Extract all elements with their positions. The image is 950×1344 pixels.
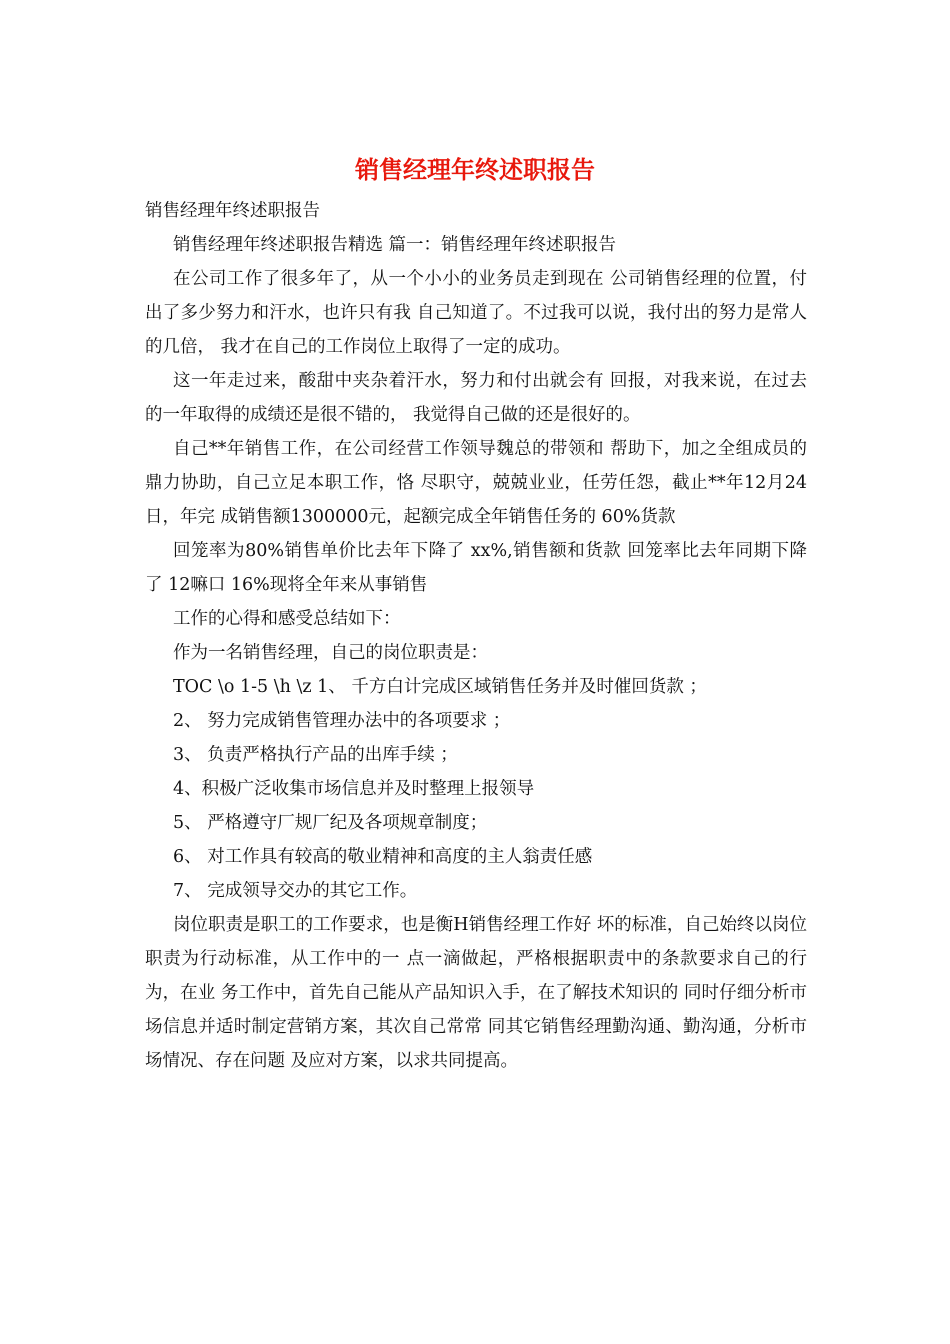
body-paragraph: 回笼率为80%销售单价比去年下降了 xx%,销售额和货款 回笼率比去年同期下降了 12嘛口 16%现将全年来从事销售 xyxy=(145,541,807,595)
body-paragraph: 在公司工作了很多年了，从一个小小的业务员走到现在 公司销售经理的位置，付出了多少努力和汗水，也许只有我 自己知道了。不过我可以说，我付出的努力是常人的几倍， 我才在自己的工作岗位上取得了一定的成功。 xyxy=(145,269,807,357)
body-paragraph: 自己**年销售工作，在公司经营工作领导魏总的带领和 帮助下，加之全组成员的鼎力协助，自己立足本职工作，恪 尽职守，兢兢业业，任劳任怨，截止**年12月24日，年完 成销售额1300000元，起额完成全年销售任务的 60%货款 xyxy=(145,439,807,527)
list-item: 3、 负责严格执行产品的出库手续 ； xyxy=(173,745,458,765)
subtitle-paragraph: 销售经理年终述职报告 xyxy=(145,201,320,221)
heading-paragraph: 销售经理年终述职报告精选 篇一：销售经理年终述职报告 xyxy=(173,235,617,255)
list-item: 4、积极广泛收集市场信息并及时整理上报领导 xyxy=(173,779,535,799)
list-item: 5、 严格遵守厂规厂纪及各项规章制度； xyxy=(173,813,488,833)
body-paragraph: 这一年走过来，酸甜中夹杂着汗水，努力和付出就会有 回报，对我来说，在过去的一年取得的成绩还是很不错的， 我觉得自己做的还是很好的。 xyxy=(145,371,807,425)
document-body xyxy=(145,194,807,1078)
list-item: 2、 努力完成销售管理办法中的各项要求 ； xyxy=(173,711,511,731)
list-item: 6、 对工作具有较高的敬业精神和高度的主人翁责任感 xyxy=(173,847,593,867)
list-item: 7、 完成领导交办的其它工作。 xyxy=(173,881,418,901)
body-paragraph: 作为一名销售经理，自己的岗位职责是： xyxy=(173,643,488,663)
body-paragraph: 工作的心得和感受总结如下： xyxy=(173,609,401,629)
list-item: TOC \o 1-5 \h \z 1、 千方白计完成区域销售任务并及时催回货款 ； xyxy=(173,677,707,697)
body-paragraph: 岗位职责是职工的工作要求，也是衡H销售经理工作好 坏的标准，自己始终以岗位职责为行动标准，从工作中的一 点一滴做起，严格根据职责中的条款要求自己的行为，在业 务工作中，首先自己能从产品知识入手，在了解技术知识的 同时仔细分析市场信息并适时制定营销方案，其次自己常常 同其它销售经理勤沟通、勤沟通，分析市场情况、存在问题 及应对方案，以求共同提高。 xyxy=(145,915,807,1071)
document-title: 销售经理年终述职报告 xyxy=(355,155,595,184)
